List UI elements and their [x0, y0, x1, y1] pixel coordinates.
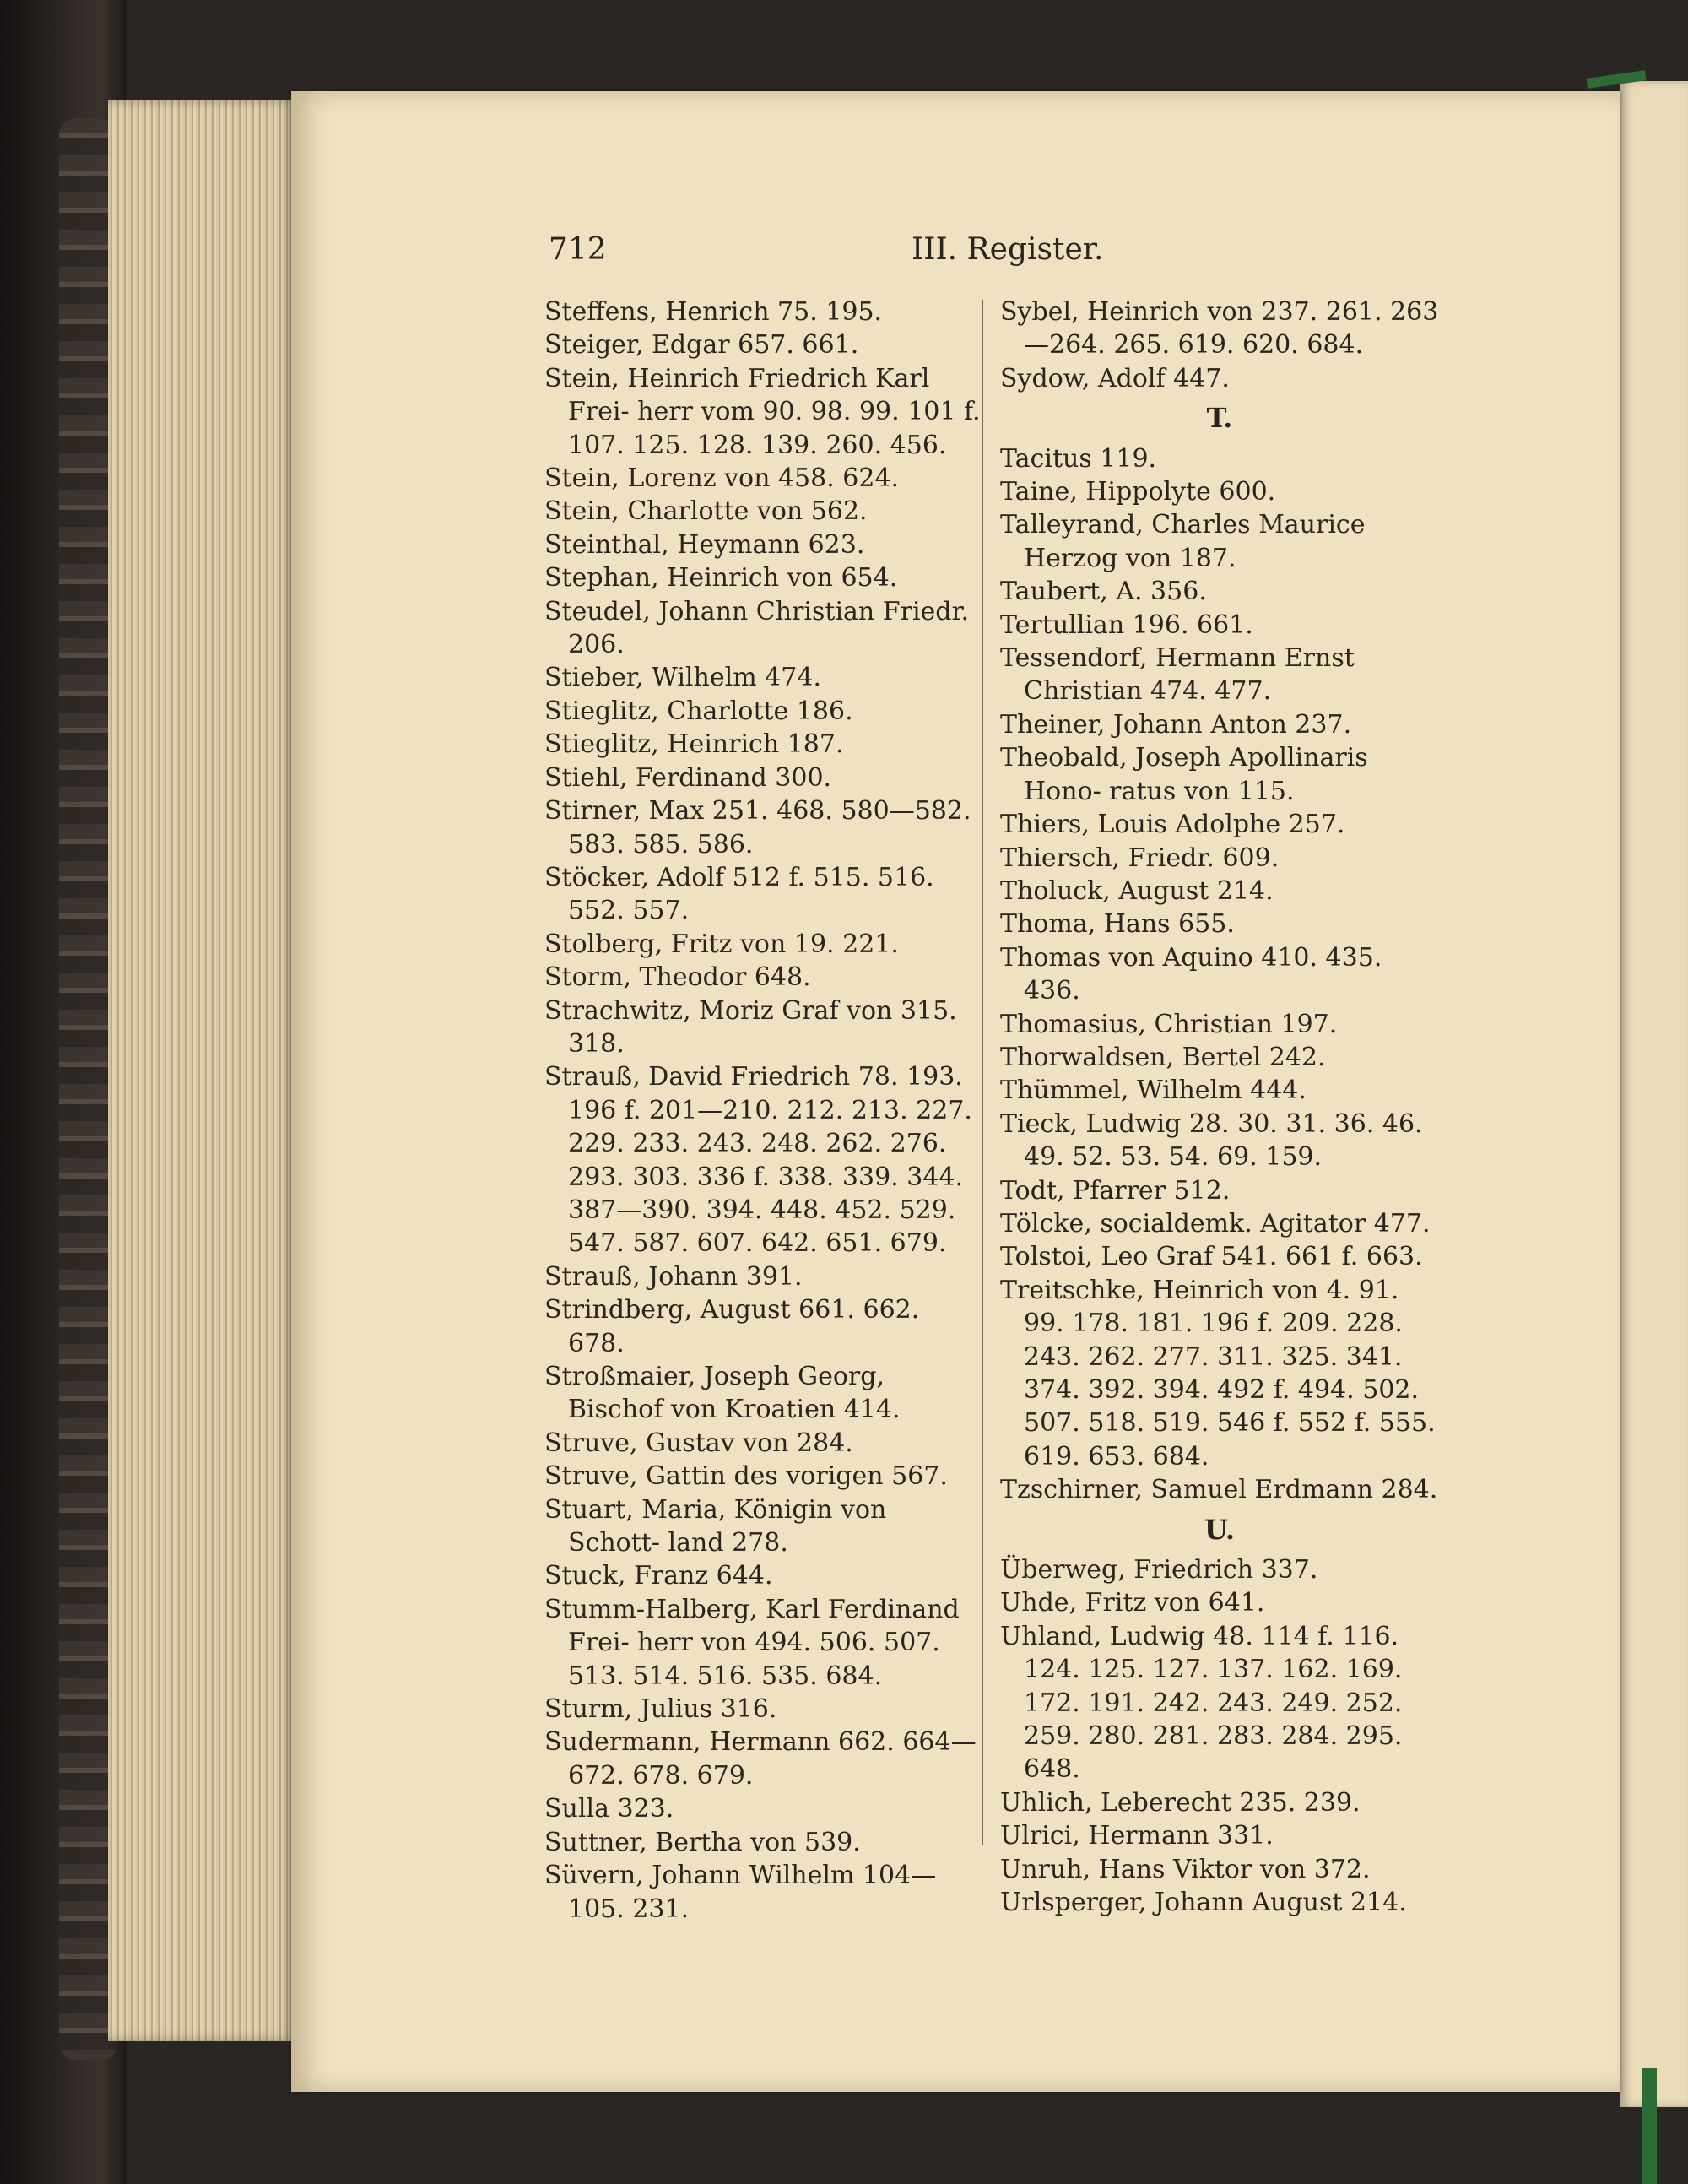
page-header: [549, 232, 1494, 274]
facing-page-edge: [1620, 81, 1688, 2107]
index-entry: Todt, Pfarrer 512.: [1000, 1175, 1231, 1206]
column-divider: [982, 300, 983, 1845]
index-entry: Struve, Gustav von 284.: [544, 1428, 853, 1458]
index-entry: Überweg, Friedrich 337.: [1000, 1555, 1318, 1585]
index-entry: Thümmel, Wilhelm 444.: [1000, 1076, 1307, 1106]
index-entry: Theobald, Joseph Apollinaris Hono- ratus von 115.: [1000, 743, 1368, 806]
index-entry: Uhde, Fritz von 641.: [1000, 1588, 1265, 1618]
index-entry: Taine, Hippolyte 600.: [1000, 477, 1276, 507]
running-head: III. Register.: [912, 232, 1104, 267]
index-entry: Urlsperger, Johann August 214.: [1000, 1888, 1407, 1918]
index-entry: Sydow, Adolf 447.: [1000, 363, 1230, 393]
index-entry: Tholuck, August 214.: [1000, 875, 1274, 906]
right-column: [1000, 295, 1439, 1920]
bookmark-ribbon-bottom: [1642, 2068, 1657, 2184]
index-entry: Tolstoi, Leo Graf 541. 661 f. 663.: [1000, 1242, 1423, 1272]
section-letter-t: T.: [1206, 402, 1233, 435]
index-entry: Steudel, Johann Christian Friedr. 206.: [544, 596, 970, 660]
index-entry: Thoma, Hans 655.: [1000, 909, 1235, 940]
index-entry: Strindberg, August 661. 662. 678.: [544, 1295, 920, 1358]
index-entry: Süvern, Johann Wilhelm 104—105. 231.: [544, 1861, 937, 1924]
index-entry: Sturm, Julius 316.: [544, 1694, 777, 1725]
index-entry: Steinthal, Heymann 623.: [544, 529, 865, 560]
section-letter-u: U.: [1204, 1513, 1236, 1546]
index-entry: Stein, Lorenz von 458. 624.: [544, 463, 900, 494]
index-entry: Thomasius, Christian 197.: [1000, 1009, 1338, 1039]
index-entry: Stein, Heinrich Friedrich Karl Frei- herr vom 90. 98. 99. 101 f. 107. 125. 128. 139. 260. 456.: [544, 363, 981, 460]
index-entry: Stephan, Heinrich von 654.: [544, 563, 898, 593]
index-entry: Stieber, Wilhelm 474.: [544, 663, 821, 693]
index-entry: Strauß, David Friedrich 78. 193. 196 f. 201—210. 212. 213. 227. 229. 233. 243. 248. 262. 276. 293. 303. 336 f. 338. 339. 344. 387—390. 394. 448. 452. 529. 547. 587. 607. 642. 651. 679.: [544, 1062, 972, 1259]
index-entry: Thorwaldsen, Bertel 242.: [1000, 1042, 1326, 1072]
index-entry: Strauß, Johann 391.: [544, 1261, 803, 1292]
index-entry: Stein, Charlotte von 562.: [544, 496, 868, 527]
index-entry: Stöcker, Adolf 512 f. 515. 516. 552. 557.: [544, 862, 934, 926]
index-entry: Uhland, Ludwig 48. 114 f. 116. 124. 125. 127. 137. 162. 169. 172. 191. 242. 243. 249. 252. 259. 280. 281. 283. 284. 295. 648.: [1000, 1621, 1403, 1785]
index-entry: Talleyrand, Charles Maurice Herzog von 187.: [1000, 510, 1366, 573]
index-entry: Struve, Gattin des vorigen 567.: [544, 1461, 948, 1492]
index-entry: Thiers, Louis Adolphe 257.: [1000, 810, 1345, 840]
index-entry: Theiner, Johann Anton 237.: [1000, 709, 1352, 740]
index-entry: Tacitus 119.: [1000, 443, 1157, 474]
index-entry: Stroßmaier, Joseph Georg, Bischof von Kroatien 414.: [544, 1362, 901, 1425]
index-entry: Sudermann, Hermann 662. 664—672. 678. 679.: [544, 1727, 977, 1791]
index-entry: Treitschke, Heinrich von 4. 91. 99. 178. 181. 196 f. 209. 228. 243. 262. 277. 311. 325. 341. 374. 392. 394. 492 f. 494. 502. 507. 518. 519. 546 f. 552 f. 555. 619. 653. 684.: [1000, 1275, 1436, 1471]
index-entry: Tzschirner, Samuel Erdmann 284.: [1000, 1475, 1438, 1505]
index-entry: Stirner, Max 251. 468. 580—582. 583. 585. 586.: [544, 796, 971, 859]
index-entry: Tessendorf, Hermann Ernst Christian 474. 477.: [1000, 643, 1355, 707]
index-entry: Stuart, Maria, Königin von Schott- land 278.: [544, 1494, 887, 1558]
index-entry: Thomas von Aquino 410. 435. 436.: [1000, 942, 1382, 1006]
left-column: [544, 295, 983, 1926]
index-entry: Stumm-Halberg, Karl Ferdinand Frei- herr von 494. 506. 507. 513. 514. 516. 535. 684.: [544, 1594, 960, 1691]
index-entry: Unruh, Hans Viktor von 372.: [1000, 1854, 1371, 1884]
index-entry: Sulla 323.: [544, 1794, 674, 1824]
index-entry: Tieck, Ludwig 28. 30. 31. 36. 46. 49. 52. 53. 54. 69. 159.: [1000, 1108, 1423, 1173]
index-entry: Storm, Theodor 648.: [544, 962, 811, 993]
index-entry: Ulrici, Hermann 331.: [1000, 1821, 1274, 1851]
index-entry: Suttner, Bertha von 539.: [544, 1827, 861, 1857]
index-entry: Tertullian 196. 661.: [1000, 610, 1253, 640]
index-entry: Steiger, Edgar 657. 661.: [544, 330, 859, 360]
index-entry: Steffens, Henrich 75. 195.: [544, 297, 883, 327]
index-entry: Stolberg, Fritz von 19. 221.: [544, 929, 899, 959]
index-entry: Stieglitz, Charlotte 186.: [544, 696, 853, 726]
index-entry: Thiersch, Friedr. 609.: [1000, 843, 1280, 873]
index-entry: Stiehl, Ferdinand 300.: [544, 762, 832, 793]
page-edges: [108, 100, 295, 2041]
index-entry: Strachwitz, Moriz Graf von 315. 318.: [544, 995, 957, 1059]
index-entry: Uhlich, Leberecht 235. 239.: [1000, 1787, 1361, 1818]
index-entry: Stuck, Franz 644.: [544, 1561, 773, 1591]
index-entry: Sybel, Heinrich von 237. 261. 263—264. 265. 619. 620. 684.: [1000, 297, 1439, 360]
index-entry: Stieglitz, Heinrich 187.: [544, 729, 844, 760]
page-number: 712: [549, 232, 607, 267]
index-entry: Tölcke, socialdemk. Agitator 477.: [1000, 1208, 1431, 1238]
index-entry: Taubert, A. 356.: [1000, 577, 1207, 607]
